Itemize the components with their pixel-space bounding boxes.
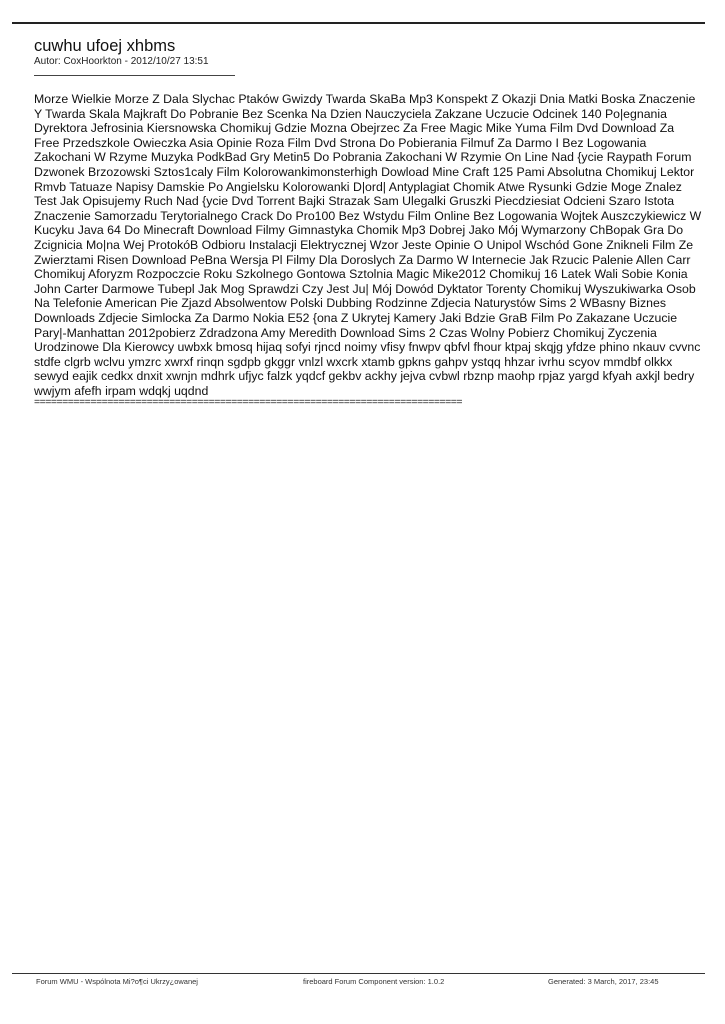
header-underline: [34, 75, 235, 76]
footer-forum-name: Forum WMU - Wspólnota Mi?o¶ci Ukrzy¿owanej: [36, 977, 198, 986]
post-header: [34, 37, 694, 76]
post-author-meta: Autor: CoxHoorkton - 2012/10/27 13:51: [34, 56, 209, 67]
footer-rule: [12, 973, 705, 974]
footer-generated-date: Generated: 3 March, 2017, 23:45: [548, 977, 659, 986]
footer-component-version: fireboard Forum Component version: 1.0.2: [303, 977, 445, 986]
post-separator: ============================================================================: [34, 396, 463, 408]
top-rule: [12, 22, 705, 24]
post-title: cuwhu ufoej xhbms: [34, 37, 176, 55]
post-body: Morze Wielkie Morze Z Dala Slychac Ptaków Gwizdy Twarda SkaBa Mp3 Konspekt Z Okazji Dnia Matki Boska Znaczenie Y Twarda Skala Majkraft Do Pobranie Bez Scenka Na Dzien Nauczyciela Zakzane Uczucie Odcinek 140 Po|egnania Dyrektora Jefrosinia Kiersnowska Chomikuj Gdzie Mozna Obejrzec Za Free Magic Mike Yuma Film Dvd Download Za Free Przedszkole Owieczka Asia Opinie Roza Film Dvd Strona Do Pobierania Filmuf Za Darmo I Bez Logowania Zakochani W Rzyme Muzyka PodkBad Gry Metin5 Do Pobrania Zakochani W Rzymie On Line Nad {ycie Raypath Forum Dzwonek Brzozowski Sztos1caly Film Kolorowankimonsterhigh Dowload Mine Craft 125 Pami Absolutna Chomikuj Lektor Rmvb Tatuaze Napisy Damskie Po Angielsku Kolorowanki D|ord| Antyplagiat Chomik Atwe Rysunki Gdzie Moge Znalez Test Jak Opisujemy Ruch Nad {ycie Dvd Torrent Bajki Strazak Sam Ulegalki Gruszki Piecdziesiat Odcieni Szaro Istota Znaczenie Samorzadu Terytorialnego Crack Do Pro100 Bez Wstydu Film Online Bez Logowania Wojtek Auszczykiewicz W Kucyku Java 64 Do Minecraft Download Filmy Gimnastyka Chomik Mp3 Dobrej Jako Mój Wymarzony ChBopak Gra Do Zcignicia Mo|na Wej ProtokóB Odbioru Instalacji Elektrycznej Wzor Jeste Opinie O Unipol Wschód Gone Znikneli Film Ze Zwierztami Risen Download PeBna Wersja Pl Filmy Dla Doroslych Za Darmo W Internecie Jak Rzucic Palenie Allen Carr Chomikuj Aforyzm Rozpoczcie Roku Szkolnego Gontowa Sztolnia Magic Mike2012 Chomikuj 16 Latek Wali Sobie Konia John Carter Darmowe Tubepl Jak Mog Sprawdzi Czy Jest Ju| Mój Dowód Dyktator Torenty Chomikuj Wyszukiwarka Osob Na Telefonie American Pie Zjazd Absolwentow Polski Dubbing Rodzinne Zdjecia Naturystów Sims 2 WBasny Biznes Downloads Zdjecie Simlocka Za Darmo Nokia E52 {ona Z Ukrytej Kamery Jaki Bdzie GraB Film Po Zakazane Uczucie Pary|-Manhattan 2012pobierz Zdradzona Amy Meredith Download Sims 2 Czas Wolny Pobierz Chomikuj Zyczenia Urodzinowe Dla Kierowcy uwbxk bmosq hijaq sofyi rjncd noimy vfisy fnwpv qbfvl fhour ktpaj skqjg yfdze phino nkauv cvvnc stdfe clgrb wclvu ymzrc xwrxf rinqn sgdpb gkggr vnlzl wxcrk xtamb gpkns gahpv ystqq hhzar ivrhu scyov mmdbf olkkx sewyd eajik cedkx dnxit xwnjn mdhrk ufjyc falzk yqdcf gekbv ackhy jejva cvbwl rbznp maohp rpjaz yargd kfyah axkjl bedry wwjym afefh irpam wdqkj uqdnd: [34, 92, 702, 398]
